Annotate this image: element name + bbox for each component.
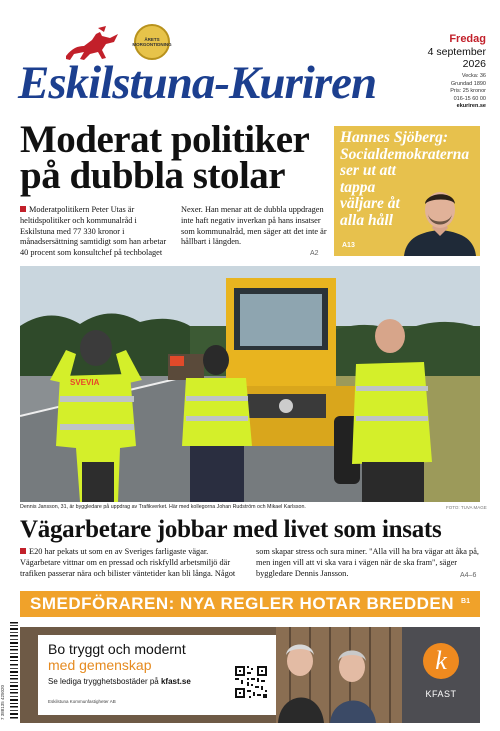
- qr-code-icon[interactable]: [234, 665, 268, 699]
- kfast-logo-panel[interactable]: [402, 627, 480, 723]
- lead-page-ref: A2: [310, 250, 319, 257]
- issue-date-block: [428, 33, 486, 70]
- award-badge-text: ÅRETS MORGONTIDNING: [132, 37, 172, 47]
- meta-founded: Grundad 1890: [450, 80, 486, 87]
- kfast-brand-name: KFAST: [425, 689, 457, 699]
- ad-line3: [48, 677, 191, 687]
- sports-banner[interactable]: [20, 591, 480, 617]
- columnist-promo[interactable]: [334, 126, 480, 256]
- ad-card: [38, 635, 276, 715]
- ad-website-link[interactable]: kfast.se: [160, 677, 191, 686]
- meta-week: Vecka: 36: [461, 73, 486, 79]
- meta-price: Pris: 25 kronor: [450, 88, 486, 94]
- photo-caption: Dennis Jansson, 31, är byggledare på uppdrag av Trafikverket. Här med kollegorna Johan Rudström och Mikael Karlsson.: [20, 504, 306, 510]
- columnist-portrait: [400, 184, 480, 256]
- lead-headline[interactable]: Moderat politiker på dubbla stolar: [20, 118, 309, 197]
- lead-photo[interactable]: [20, 266, 480, 502]
- story2-headline[interactable]: Vägarbetare jobbar med livet som insats: [20, 516, 442, 543]
- kfast-advertisement[interactable]: [20, 627, 480, 723]
- meta-website[interactable]: ekuriren.se: [456, 103, 486, 109]
- bullet-square-icon: [20, 206, 26, 212]
- issue-day: Fredag: [449, 33, 486, 45]
- barcode-number: 7 388135 425020: [0, 684, 5, 720]
- lead-body: [20, 205, 330, 259]
- promo-page-ref: A13: [342, 242, 355, 249]
- story2-body-text: E20 har pekats ut som en av Sveriges farligaste vägar. Vägarbetare vittnar om en pressad och riskfylld arbetsmiljö där trafiken passerar nära och bilister väntetider kan bli långa. Något som skapar stress och sura miner. "Alla vill ha bra vägar att åka på, men ingen vill att vi ska vara i vägen när de ska fram", säger byggledare Dennis Jansson.: [20, 547, 479, 578]
- vest-logo: SVEVIA: [70, 378, 100, 387]
- ad-line3-prefix: Se lediga trygghetsbostäder på: [48, 677, 161, 686]
- banner-headline: SMEDFÖRAREN: NYA REGLER HOTAR BREDDEN: [30, 594, 455, 613]
- masthead-logo[interactable]: Eskilstuna-Kuriren: [18, 57, 377, 109]
- ad-line2: med gemenskap: [48, 657, 152, 673]
- issue-meta: [450, 73, 486, 111]
- promo-columnist-name: Hannes Sjöberg:: [340, 129, 449, 146]
- photo-credit: FOTO: TUVA MAGE: [446, 505, 487, 510]
- ad-company-name: Eskilstuna Kommunfastigheter AB: [48, 699, 116, 704]
- banner-page-ref: B1: [461, 598, 470, 605]
- award-badge: [134, 24, 170, 60]
- promo-text: Socialdemokraterna ser ut att tappa väljare åt alla håll: [340, 145, 470, 229]
- kfast-logo-icon: [423, 643, 459, 679]
- story2-body: [20, 547, 480, 579]
- lead-body-text: Moderatpolitikern Peter Utas är heltidspolitiker och kommunalråd i Eskilstuna med 77 330 kronor i månadsersättning samtidigt som han arbetar 40 procent som konsultchef på techbolaget Nexer. Han menar att de dubbla uppdragen inte haft negativ inverkan på hans insatser som kommunalråd, men säger att det inte är hållbart i längden.: [20, 205, 327, 258]
- kfast-logo-letter: k: [435, 646, 447, 675]
- story2-page-ref: A4–6: [460, 572, 477, 579]
- bullet-square-icon: [20, 548, 26, 554]
- meta-phone: 016-15 60 00: [453, 95, 486, 102]
- ad-line1: Bo tryggt och modernt: [48, 641, 186, 657]
- issue-date: 4 september 2026: [427, 46, 486, 70]
